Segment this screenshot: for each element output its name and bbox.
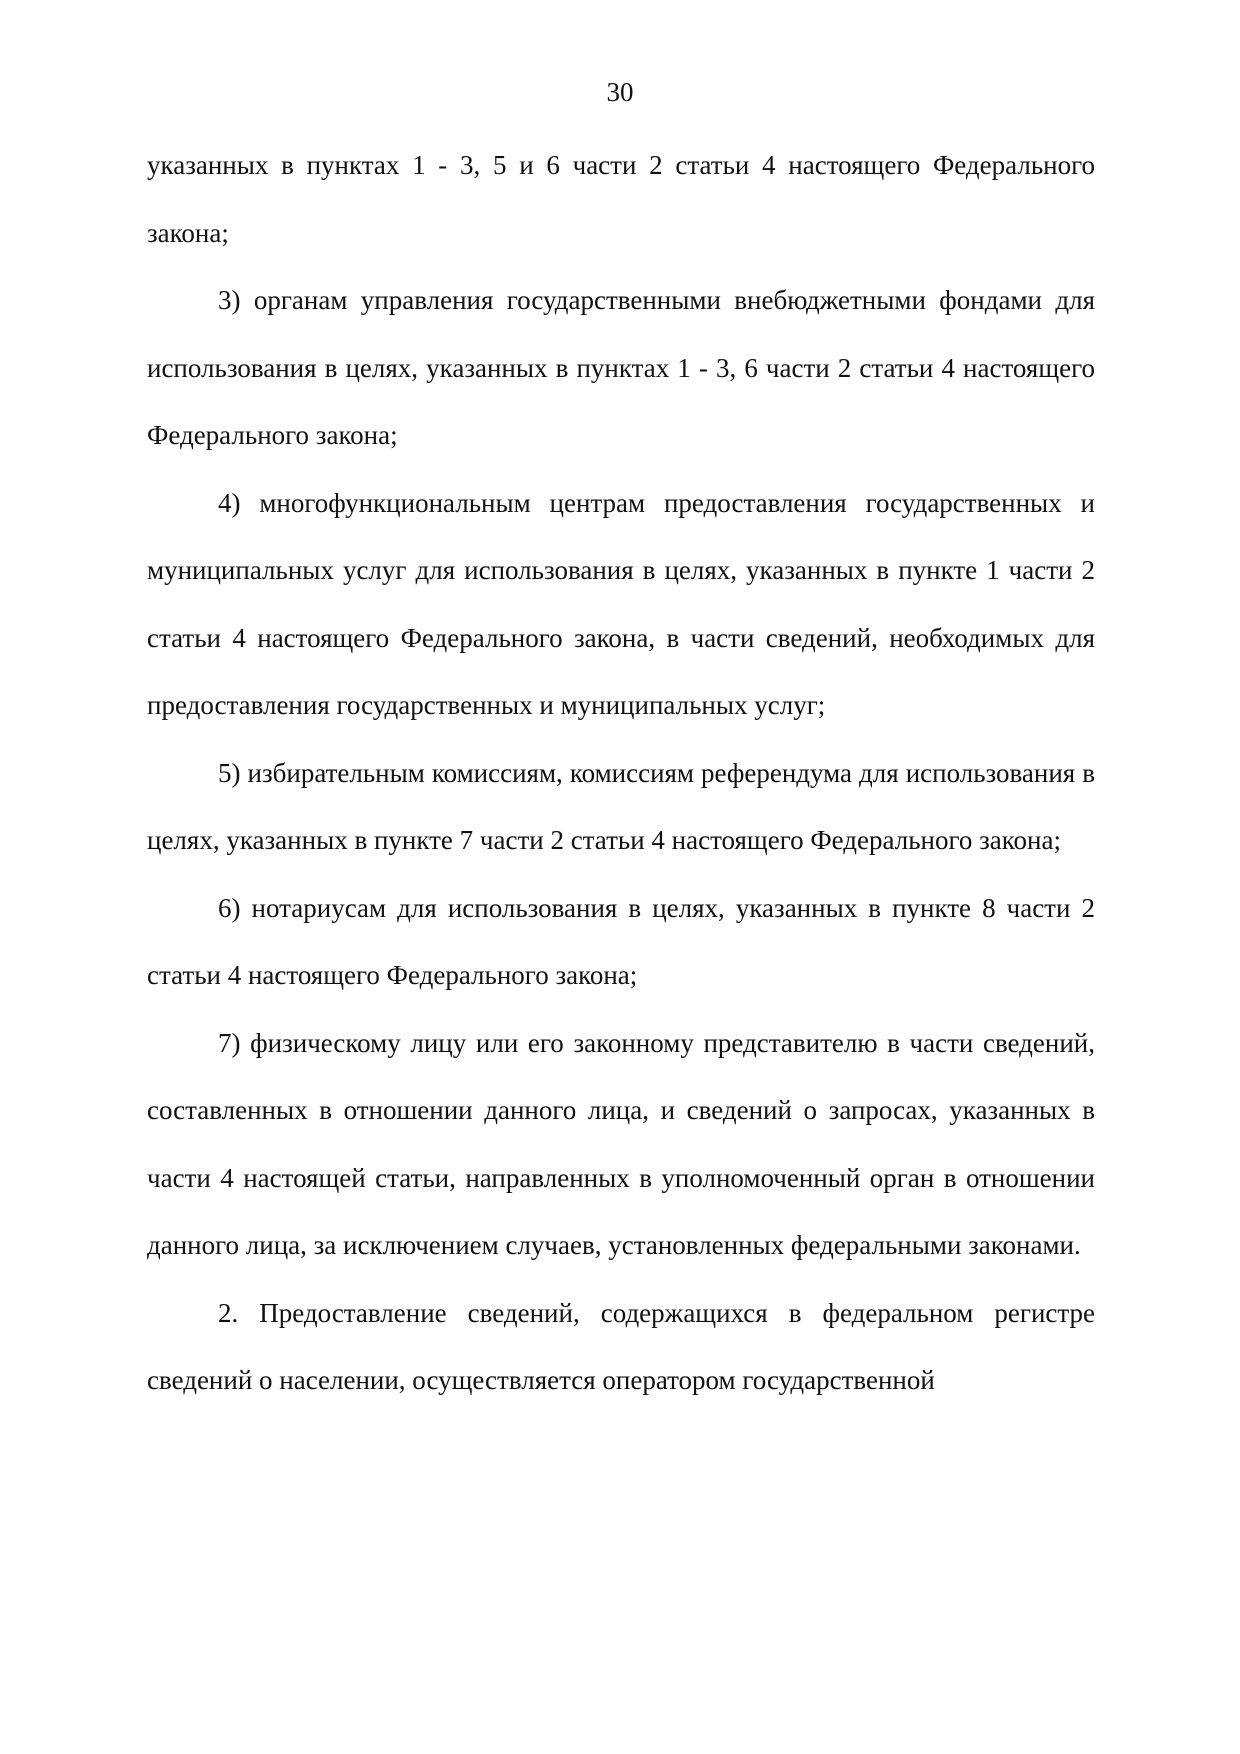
paragraph-item-4: 4) многофункциональным центрам предоставления государственных и муниципальных услуг для использования в целях, указанных в пункте 1 части 2 статьи 4 настоящего Федерального закона, в части сведений, необходимых для предоставления государственных и муниципальных услуг; (147, 487, 1095, 720)
page-number: 30 (606, 77, 634, 107)
paragraph-item-7: 7) физическому лицу или его законному представителю в части сведений, составленных в отношении данного лица, и сведений о запросах, указанных в части 4 настоящей статьи, направленных в уполномоченный орган в отношении данного лица, за исключением случаев, установленных федеральными законами. (147, 1027, 1095, 1260)
paragraph-item-3: 3) органам управления государственными внебюджетными фондами для использования в целях, указанных в пунктах 1 - 3, 6 части 2 статьи 4 настоящего Федерального закона; (147, 285, 1095, 450)
paragraph-item-6: 6) нотариусам для использования в целях, указанных в пункте 8 части 2 статьи 4 настоящего Федерального закона; (147, 892, 1095, 990)
paragraph-section-2: 2. Предоставление сведений, содержащихся в федеральном регистре сведений о населении, осуществляется оператором государственной (147, 1297, 1095, 1395)
paragraph-continuation: указанных в пунктах 1 - 3, 5 и 6 части 2 статьи 4 настоящего Федерального закона; (147, 150, 1095, 248)
document-body (147, 132, 1095, 1415)
paragraph-item-5: 5) избирательным комиссиям, комиссиям референдума для использования в целях, указанных в пункте 7 части 2 статьи 4 настоящего Федерального закона; (147, 757, 1095, 855)
